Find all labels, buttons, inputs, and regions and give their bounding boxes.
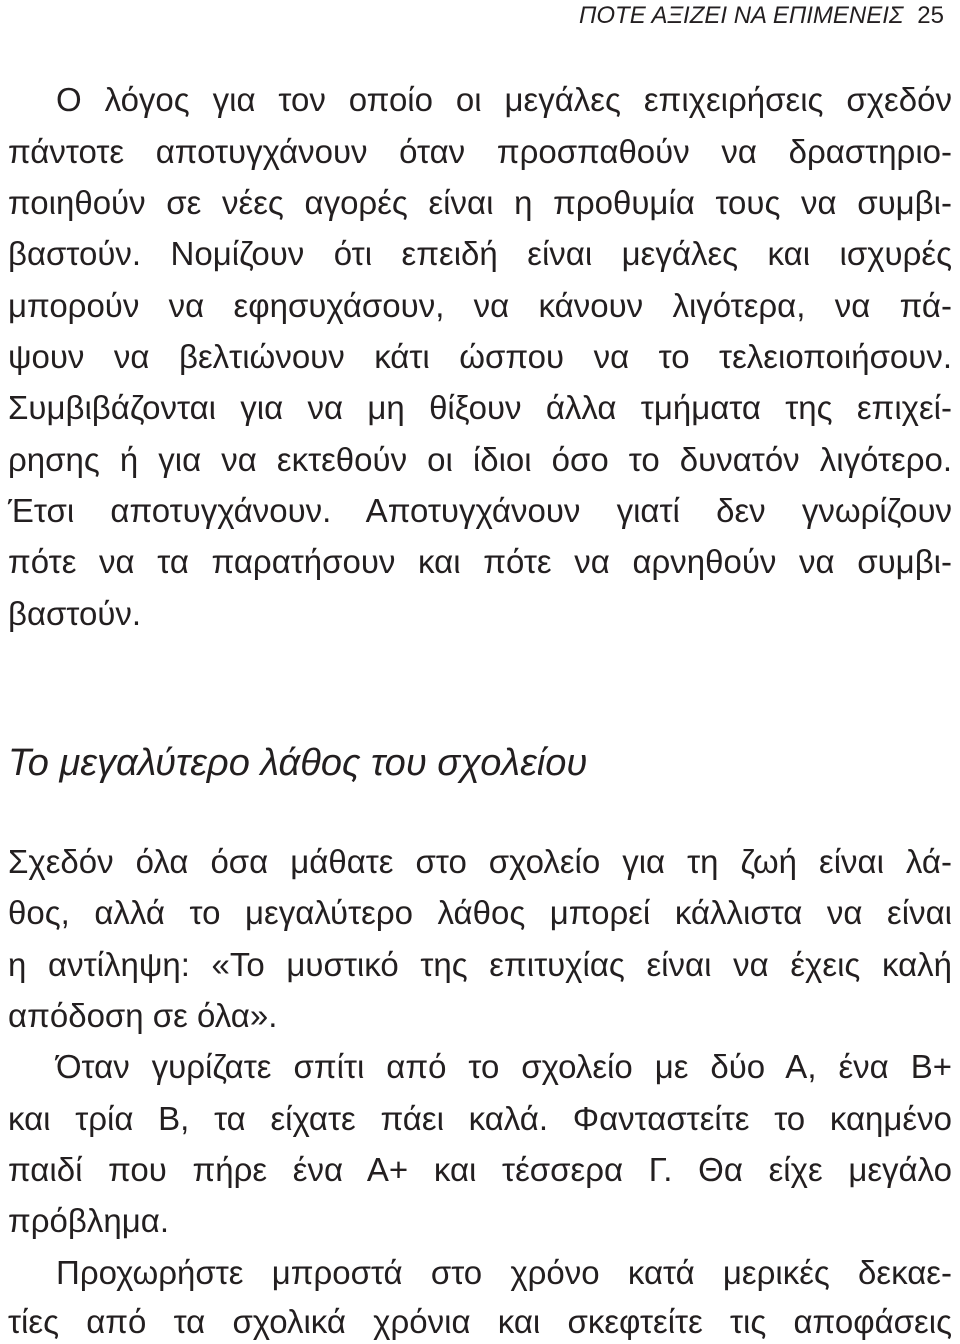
text-line: παιδί που πήρε ένα Α+ και τέσσερα Γ. Θα είχε μεγάλο xyxy=(8,1151,952,1188)
running-title: ΠΟΤΕ ΑΞΙΖΕΙ ΝΑ ΕΠΙΜΕΝΕΙΣ xyxy=(578,2,904,29)
text-line: ποιηθούν σε νέες αγορές είναι η προθυμία τους να συμβι- xyxy=(8,184,952,221)
text-line: ρησης ή για να εκτεθούν οι ίδιοι όσο το δυνατόν λιγότερο. xyxy=(8,441,952,478)
text-line: μπορούν να εφησυχάσουν, να κάνουν λιγότερα, να πά- xyxy=(8,287,952,324)
page-number: 25 xyxy=(917,2,944,29)
text-line: τίες από τα σχολικά χρόνια και σκεφτείτε τις αποφάσεις xyxy=(8,1303,952,1340)
text-line: Όταν γυρίζατε σπίτι από το σχολείο με δύο Α, ένα Β+ xyxy=(56,1048,952,1085)
text-line: Συμβιβάζονται για να μη θίξουν άλλα τμήματα της επιχεί- xyxy=(8,389,952,426)
text-line: βαστούν. xyxy=(8,595,142,632)
running-header xyxy=(579,2,944,30)
text-line: απόδοση σε όλα». xyxy=(8,997,278,1034)
text-line: πάντοτε αποτυγχάνουν όταν προσπαθούν να δραστηριο- xyxy=(8,133,952,170)
text-line: Έτσι αποτυγχάνουν. Αποτυγχάνουν γιατί δεν γνωρίζουν xyxy=(8,492,952,529)
text-line: Προχωρήστε μπροστά στο χρόνο κατά μερικές δεκαε- xyxy=(56,1254,952,1291)
text-line: Σχεδόν όλα όσα μάθατε στο σχολείο για τη ζωή είναι λά- xyxy=(8,843,952,880)
text-line: η αντίληψη: «Το μυστικό της επιτυχίας είναι να έχεις καλή xyxy=(8,946,952,983)
text-line: ψουν να βελτιώνουν κάτι ώσπου να το τελειοποιήσουν. xyxy=(8,338,952,375)
text-line: θος, αλλά το μεγαλύτερο λάθος μπορεί κάλλιστα να είναι xyxy=(8,894,952,931)
text-line: πότε να τα παρατήσουν και πότε να αρνηθούν να συμβι- xyxy=(8,543,952,580)
text-line: Ο λόγος για τον οποίο οι μεγάλες επιχειρήσεις σχεδόν xyxy=(56,81,952,118)
text-line: και τρία Β, τα είχατε πάει καλά. Φανταστείτε το καημένο xyxy=(8,1100,952,1137)
text-line: πρόβλημα. xyxy=(8,1202,169,1239)
text-line: βαστούν. Νομίζουν ότι επειδή είναι μεγάλες και ισχυρές xyxy=(8,235,952,272)
section-heading: Το μεγαλύτερο λάθος του σχολείου xyxy=(8,742,588,784)
